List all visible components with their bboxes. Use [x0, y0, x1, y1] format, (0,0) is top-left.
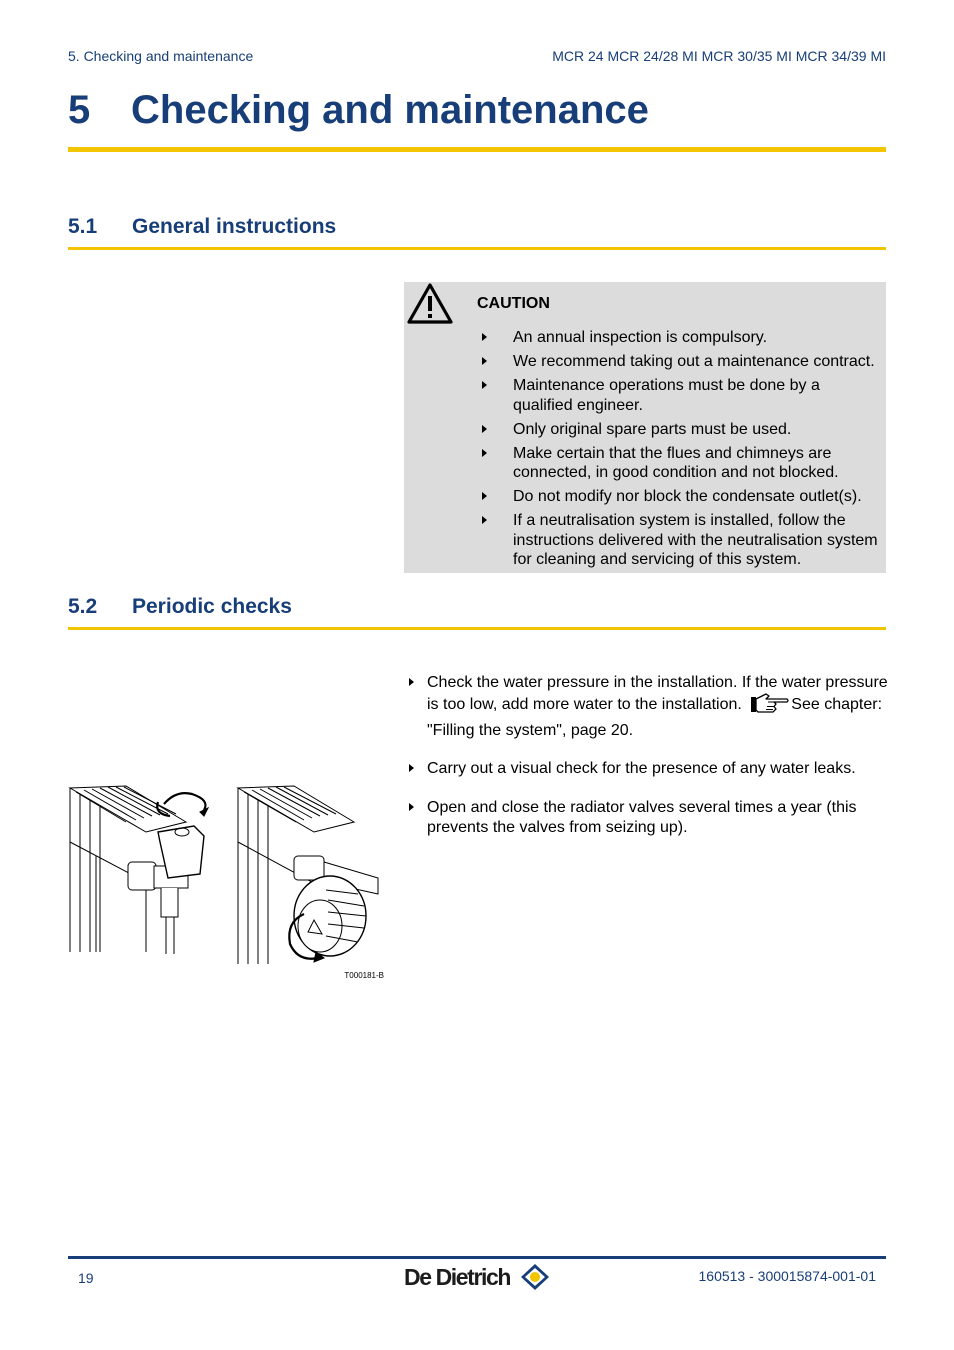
bullet-arrow-icon — [482, 492, 487, 500]
caution-item: Only original spare parts must be used. — [482, 420, 882, 440]
header-section-label: 5. Checking and maintenance — [68, 48, 254, 64]
header-model-list: MCR 24 MCR 24/28 MI MCR 30/35 MI MCR 34/39 MI — [552, 48, 886, 64]
check-item-reference: See chapter: "Filling the system", page 20. — [427, 696, 883, 739]
bullet-arrow-icon — [482, 333, 487, 341]
chapter-title — [68, 88, 649, 133]
warning-triangle-icon — [406, 282, 454, 331]
check-item-radiator-valves: Open and close the radiator valves several times a year (this prevents the valves from seizing up). — [409, 798, 889, 838]
bullet-arrow-icon — [409, 678, 414, 686]
check-item-water-pressure: Check the water pressure in the installation. If the water pressure is too low, add more water to the installation. See chapter: "Filling the system", page 20. — [409, 673, 889, 741]
chapter-number: 5 — [68, 88, 91, 132]
periodic-check-list — [409, 673, 889, 838]
caution-item: We recommend taking out a maintenance contract. — [482, 352, 882, 372]
footer-rule — [68, 1256, 886, 1259]
section-heading-general-instructions — [68, 215, 336, 239]
bullet-arrow-icon — [482, 516, 487, 524]
section-number: 5.1 — [68, 215, 98, 238]
caution-item: Do not modify nor block the condensate outlet(s). — [482, 487, 882, 507]
brand-logo — [404, 1260, 554, 1301]
bullet-arrow-icon — [482, 449, 487, 457]
bullet-arrow-icon — [482, 425, 487, 433]
pointing-hand-icon — [750, 693, 790, 721]
caution-item: Make certain that the flues and chimneys are connected, in good condition and not blocked. — [482, 444, 882, 483]
section-number: 5.2 — [68, 595, 98, 618]
bullet-arrow-icon — [409, 803, 414, 811]
section-heading-periodic-checks — [68, 595, 292, 619]
page-number: 19 — [78, 1270, 94, 1286]
document-reference: 160513 - 300015874-001-01 — [698, 1268, 876, 1284]
section-title: General instructions — [132, 215, 337, 238]
caution-item: If a neutralisation system is installed, follow the instructions delivered with the neutralisation system for cleaning and servicing of this system. — [482, 511, 882, 570]
figure-code: T000181-B — [344, 971, 384, 980]
bullet-arrow-icon — [409, 764, 414, 772]
bullet-arrow-icon — [482, 381, 487, 389]
section-rule — [68, 627, 886, 630]
check-item-water-leaks: Carry out a visual check for the presence of any water leaks. — [409, 759, 889, 779]
chapter-title-text: Checking and maintenance — [131, 88, 649, 132]
radiator-manual-valve-illustration — [70, 786, 208, 954]
caution-item: Maintenance operations must be done by a qualified engineer. — [482, 376, 882, 415]
caution-item: An annual inspection is compulsory. — [482, 328, 882, 348]
caution-list — [482, 328, 882, 574]
svg-text:De Dietrich: De Dietrich — [404, 1264, 511, 1290]
chapter-rule — [68, 147, 886, 152]
bullet-arrow-icon — [482, 357, 487, 365]
caution-box — [404, 282, 886, 573]
caution-title: CAUTION — [477, 295, 550, 312]
radiator-valve-figure — [66, 782, 388, 982]
section-rule — [68, 247, 886, 250]
radiator-thermostatic-valve-illustration — [238, 786, 378, 964]
section-title: Periodic checks — [132, 595, 292, 618]
